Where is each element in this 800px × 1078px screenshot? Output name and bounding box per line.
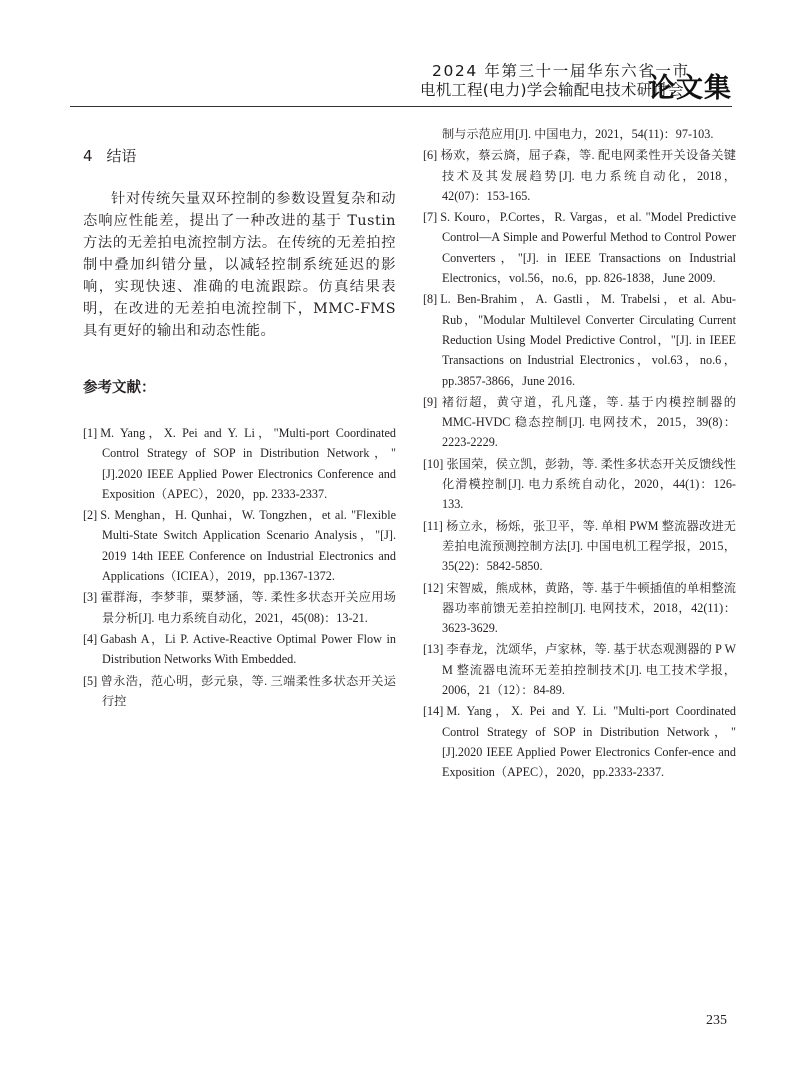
references-list-left bbox=[83, 423, 396, 711]
reference-item bbox=[423, 207, 736, 288]
reference-text: Gabash A，Li P. Active-Reactive Optimal Power Flow in Distribution Networks With Embedded. bbox=[100, 631, 396, 667]
reference-tag: [11] bbox=[423, 518, 443, 533]
references-heading: 参考文献： bbox=[83, 380, 156, 396]
reference-item bbox=[423, 454, 736, 515]
reference-item bbox=[423, 701, 736, 782]
reference-item bbox=[83, 671, 396, 712]
reference-tag: [8] bbox=[423, 292, 438, 307]
reference-item bbox=[423, 639, 736, 700]
header-divider bbox=[70, 106, 732, 107]
reference-text: 霍群海，李梦菲，粟梦涵，等. 柔性多状态开关应用场景分析[J]. 电力系统自动化，2021，45(08)：13-21. bbox=[100, 590, 396, 625]
header-line-1: 2024 年第三十一届华东六省一市 bbox=[432, 62, 690, 80]
reference-text: 杨欢，蔡云旖，屈子森，等. 配电网柔性开关设备关键技术及其发展趋势[J]. 电力系统自动化，2018，42(07)：153-165. bbox=[440, 148, 736, 203]
section-number: 4 bbox=[83, 147, 93, 165]
reference-tag: [6] bbox=[423, 148, 438, 163]
right-column bbox=[423, 124, 736, 784]
reference-item bbox=[423, 145, 736, 206]
reference-text: 杨立永，杨烁，张卫平，等. 单相 PWM 整流器改进无差拍电流预测控制方法[J]. 中国电机工程学报，2015，35(22)：5842-5850. bbox=[442, 518, 736, 574]
reference-item bbox=[423, 516, 736, 577]
reference-text: S. Kouro，P.Cortes，R. Vargas，et al. "Model Predictive Control—A Simple and Powerful Method to Control Power Converters，"[J]. in IEEE Transactions on Industrial Electronics，vol.56，no.6，pp. 826-1838，June 2009. bbox=[440, 210, 736, 286]
reference-text: 曾永浩，范心明，彭元泉，等. 三端柔性多状态开关运行控 bbox=[100, 673, 396, 708]
reference-item bbox=[83, 629, 396, 670]
header-line-2: 电机工程(电力)学会输配电技术研讨会 bbox=[420, 81, 684, 99]
running-header bbox=[420, 62, 732, 110]
reference-tag: [2] bbox=[83, 508, 98, 523]
reference-tag: [7] bbox=[423, 210, 438, 225]
reference-item bbox=[83, 587, 396, 628]
section-heading bbox=[83, 145, 396, 166]
conclusion-paragraph: 针对传统矢量双环控制的参数设置复杂和动态响应性能差，提出了一种改进的基于 Tustin 方法的无差拍电流控制方法。在传统的无差拍控制中叠加纠错分量，以减轻控制系统延迟的影响，实现快速、准确的电流跟踪。仿真结果表明，在改进的无差拍电流控制下，MMC-FMS 具有更好的输出和动态性能。 bbox=[83, 191, 396, 339]
reference-tag: [10] bbox=[423, 456, 444, 471]
reference-item bbox=[83, 505, 396, 586]
reference-text: 李春龙，沈颂华，卢家林，等. 基于状态观测器的 P W M 整流器电流环无差拍控制技术[J]. 电工技术学报，2006，21（12）：84-89. bbox=[442, 642, 736, 698]
reference-tag: [13] bbox=[423, 642, 444, 657]
reference-text: M. Yang，X. Pei and Y. Li，"Multi-port Coordinated Control Strategy of SOP in Distribution Network，"[J].2020 IEEE Applied Power Electronics Conference and Exposition（APEC），2020，pp. 2333-2337. bbox=[100, 426, 396, 501]
reference-text: L. Ben-Brahim，A. Gastli，M. Trabelsi，et al. Abu-Rub，"Modular Multilevel Converter Circulating Current Reduction Using Model Predictive Control，"[J]. in IEEE Transactions on Industrial Electronics，vol.63，no.6，pp.3857-3866，June 2016. bbox=[440, 292, 736, 388]
reference-text: S. Menghan，H. Qunhai，W. Tongzhen，et al. "Flexible Multi-State Switch Application Scenario Analysis，"[J]. 2019 14th IEEE Conference on Industrial Electronics and Applications（ICIEA），2019，pp.1367-1372. bbox=[100, 508, 396, 584]
reference-continuation: 制与示范应用[J]. 中国电力，2021，54(11)：97-103. bbox=[442, 127, 714, 141]
reference-tag: [12] bbox=[423, 580, 444, 595]
left-column bbox=[83, 145, 396, 712]
reference-tag: [4] bbox=[83, 631, 98, 646]
reference-text: 宋智威，熊成林，黄路，等. 基于牛顿插值的单相整流器功率前馈无差拍控制[J]. 电网技术，2018，42(11)：3623-3629. bbox=[442, 580, 736, 636]
reference-tag: [14] bbox=[423, 704, 444, 719]
reference-text: M. Yang，X. Pei and Y. Li. "Multi-port Coordinated Control Strategy of SOP in Distribution Network，"[J].2020 IEEE Applied Power Electronics Confer-ence and Exposition（APEC），2020，pp.2333-2337. bbox=[442, 704, 736, 780]
reference-item bbox=[423, 289, 736, 390]
reference-text: 褚衍超，黄守道，孔凡蓬，等. 基于内模控制器的 MMC-HVDC 稳态控制[J]. 电网技术，2015，39(8)：2223-2229. bbox=[440, 394, 736, 450]
reference-tag: [1] bbox=[83, 426, 98, 440]
reference-item bbox=[83, 423, 396, 504]
section-title: 结语 bbox=[106, 147, 137, 165]
reference-text: 张国荣，侯立凯，彭勃，等. 柔性多状态开关反馈线性化滑模控制[J]. 电力系统自动化，2020，44(1)：126-133. bbox=[442, 456, 736, 512]
reference-tag: [3] bbox=[83, 590, 98, 605]
reference-tag: [5] bbox=[83, 673, 98, 688]
header-proceedings-title: 论文集 bbox=[648, 73, 732, 104]
reference-item bbox=[423, 392, 736, 453]
reference-tag: [9] bbox=[423, 394, 438, 409]
page-number: 235 bbox=[706, 1013, 727, 1028]
reference-item bbox=[423, 578, 736, 639]
